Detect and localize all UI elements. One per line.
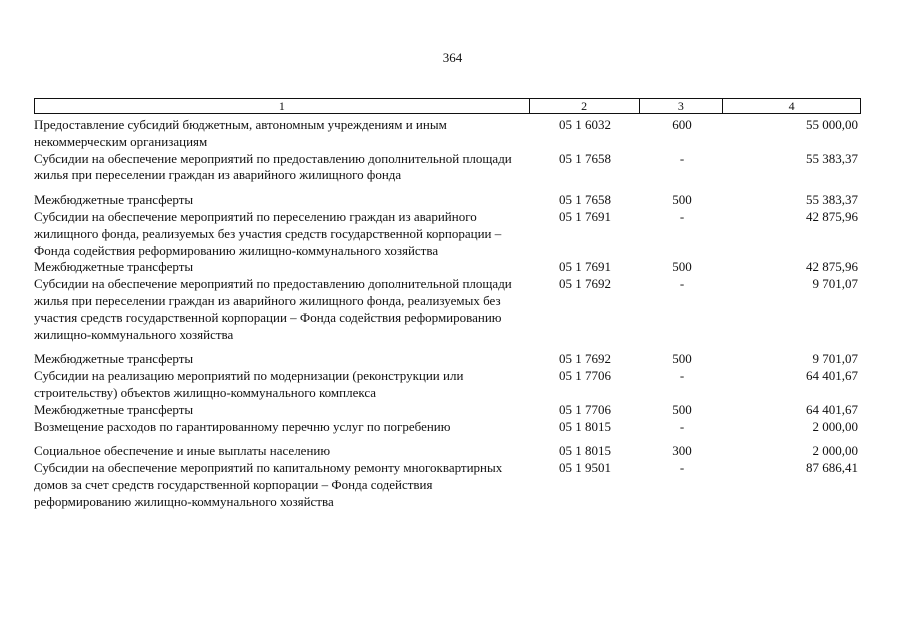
row-type: -: [679, 460, 685, 476]
row-code: 05 1 7692: [559, 351, 611, 367]
row-type: -: [679, 208, 685, 224]
row-code: 05 1 7691: [559, 259, 611, 275]
row-amount: 9 701,07: [812, 351, 858, 367]
row-amount: 9 701,07: [812, 276, 858, 292]
row-code: 05 1 7691: [559, 208, 611, 224]
row-type: -: [679, 150, 685, 166]
row-code: 05 1 7658: [559, 150, 611, 166]
row-name: Межбюджетные трансферты: [34, 351, 194, 367]
table-row: [34, 151, 861, 185]
page-number: 364: [442, 50, 463, 65]
row-type: -: [679, 418, 685, 434]
row-amount: 42 875,96: [806, 259, 858, 275]
table-row: [34, 276, 861, 343]
table-row: [34, 192, 861, 209]
row-code: 05 1 9501: [559, 460, 611, 476]
row-name: Социальное обеспечение и иные выплаты населению: [34, 443, 331, 459]
row-name: Субсидии на обеспечение мероприятий по переселению граждан из аварийного жилищного фонда, реализуемых без участия средств государственной корпорации – Фонда содействия реформированию жилищно-коммунального хозяйства: [34, 208, 502, 258]
row-amount: 64 401,67: [806, 368, 858, 384]
row-amount: 2 000,00: [812, 443, 858, 459]
header-col-2: 2: [530, 99, 640, 113]
row-type: -: [679, 368, 685, 384]
row-code: 05 1 7706: [559, 401, 611, 417]
table-row: [34, 460, 861, 510]
row-type: 500: [672, 259, 692, 275]
table-row: [34, 209, 861, 259]
row-name: Субсидии на обеспечение мероприятий по предоставлению дополнительной площади жилья при переселении граждан из аварийного жилищного фонда: [34, 150, 512, 183]
row-code: 05 1 8015: [559, 443, 611, 459]
row-amount: 64 401,67: [806, 401, 858, 417]
row-name: Межбюджетные трансферты: [34, 259, 194, 275]
row-name: Межбюджетные трансферты: [34, 192, 194, 208]
row-amount: 42 875,96: [806, 208, 858, 224]
row-spacer: [34, 435, 861, 443]
row-type: 500: [672, 401, 692, 417]
row-amount: 87 686,41: [806, 460, 858, 476]
table-row: [34, 259, 861, 276]
row-name: Предоставление субсидий бюджетным, автономным учреждениям и иным некоммерческим организациям: [34, 117, 447, 149]
row-code: 05 1 8015: [559, 418, 611, 434]
row-type: 500: [672, 351, 692, 367]
row-amount: 55 000,00: [806, 117, 858, 132]
header-col-3: 3: [640, 99, 724, 113]
row-type: 300: [672, 443, 692, 459]
table-row: [34, 402, 861, 419]
row-spacer: [34, 343, 861, 351]
row-name: Субсидии на обеспечение мероприятий по капитальному ремонту многоквартирных домов за счет средств государственной корпорации – Фонда содействия реформированию жилищно-коммунального хозяйства: [34, 460, 503, 509]
row-spacer: [34, 184, 861, 192]
table-row: [34, 351, 861, 368]
table-body: [34, 117, 861, 511]
table-row: [34, 443, 861, 460]
row-name: Субсидии на реализацию мероприятий по модернизации (реконструкции или строительству) объектов жилищно-коммунального комплекса: [34, 368, 464, 400]
row-amount: 2 000,00: [812, 418, 858, 434]
header-col-4: 4: [788, 99, 795, 113]
row-code: 05 1 7706: [559, 368, 611, 384]
row-code: 05 1 7658: [559, 192, 611, 208]
row-name: Возмещение расходов по гарантированному перечню услуг по погребению: [34, 418, 451, 434]
row-amount: 55 383,37: [806, 150, 858, 166]
row-type: -: [679, 276, 685, 292]
row-amount: 55 383,37: [806, 192, 858, 208]
row-code: 05 1 7692: [559, 276, 611, 292]
table-header: [34, 98, 861, 114]
row-type: 600: [672, 117, 692, 132]
header-col-1: 1: [35, 99, 530, 113]
row-name: Межбюджетные трансферты: [34, 401, 194, 417]
row-code: 05 1 6032: [559, 117, 611, 132]
row-name: Субсидии на обеспечение мероприятий по предоставлению дополнительной площади жилья при переселении граждан из аварийного жилищного фонда, реализуемых без участия средств государственной корпорации – Фонда содействия реформированию жилищно-коммунального хозяйства: [34, 276, 512, 342]
row-type: 500: [672, 192, 692, 208]
table-row: [34, 117, 861, 151]
table-row: [34, 419, 861, 436]
table-row: [34, 368, 861, 402]
